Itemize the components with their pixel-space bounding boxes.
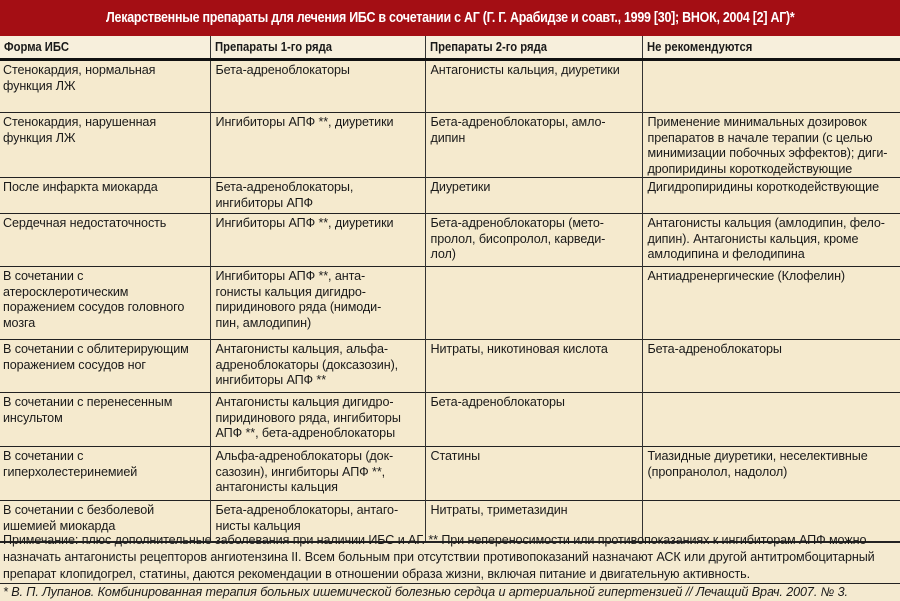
cell-ihd-form: После инфаркта миокарда <box>0 178 210 214</box>
header-not-recommended: Не рекомендуются <box>642 36 900 60</box>
cell-ihd-form: Сердечная недостаточность <box>0 214 210 267</box>
cell-second-line: Нитраты, никотиновая кислота <box>425 340 642 393</box>
table-row <box>0 447 900 501</box>
cell-second-line: Нитраты, триметазидин <box>425 501 642 542</box>
table-row <box>0 340 900 393</box>
cell-ihd-form: В сочетании с гиперхолестеринемией <box>0 447 210 501</box>
table-footnote: Примечание: плюс дополнительные заболевания при наличии ИБС и АГ. ** При непереносимости или противопоказаниях к ингибиторам АПФ можно назначать антагонисты рецепторов ангиотензина II. Всем больным при отсутствии противопоказаний назначают АСК или другой антитромбоцитарный препарат клопидогрел, статины, даются рекомендации в отношении образа жизни, включая питание и двигательную активность. <box>0 531 900 584</box>
cell-ihd-form: В сочетании с облитерирующим поражением сосудов ног <box>0 340 210 393</box>
table-row <box>0 113 900 178</box>
table-row <box>0 214 900 267</box>
cell-ihd-form: В сочетании с атеросклеротическим поражением сосудов головного мозга <box>0 267 210 340</box>
header-second-line-drugs: Препараты 2-го ряда <box>425 36 642 60</box>
table-row <box>0 60 900 113</box>
cell-first-line: Бета-адреноблокаторы, ингибиторы АПФ <box>210 178 425 214</box>
cell-ihd-form: Стенокардия, нарушенная функция ЛЖ <box>0 113 210 178</box>
cell-second-line: Диуретики <box>425 178 642 214</box>
cell-not-recommended: Антиадренергические (Клофелин) <box>642 267 900 340</box>
cell-second-line: Бета-адреноблокаторы <box>425 393 642 447</box>
cell-first-line: Антагонисты кальция, альфа- адреноблокаторы (доксазозин), ингибиторы АПФ ** <box>210 340 425 393</box>
cell-second-line <box>425 267 642 340</box>
cell-not-recommended: Бета-адреноблокаторы <box>642 340 900 393</box>
cell-second-line: Бета-адреноблокаторы (мето- пролол, бисопролол, карведи- лол) <box>425 214 642 267</box>
cell-not-recommended: Применение минимальных дозировок препаратов в начале терапии (с целью минимизации побочных эффектов); диги- дропиридины короткодействующие <box>642 113 900 178</box>
cell-first-line: Бета-адреноблокаторы <box>210 60 425 113</box>
table-header-row <box>0 36 900 60</box>
cell-second-line: Антагонисты кальция, диуретики <box>425 60 642 113</box>
drug-table <box>0 36 900 543</box>
cell-ihd-form: В сочетании с безболевой ишемией миокарда <box>0 501 210 542</box>
cell-not-recommended: Антагонисты кальция (амлодипин, фело- дипин). Антагонисты кальция, кроме амлодипина и фелодипина <box>642 214 900 267</box>
cell-first-line: Антагонисты кальция дигидро- пиридинового ряда, ингибиторы АПФ **, бета-адреноблокаторы <box>210 393 425 447</box>
cell-not-recommended <box>642 60 900 113</box>
header-ihd-form: Форма ИБС <box>0 36 210 60</box>
table-row <box>0 178 900 214</box>
cell-not-recommended: Тиазидные диуретики, неселективные (пропранолол, надолол) <box>642 447 900 501</box>
cell-first-line: Ингибиторы АПФ **, анта- гонисты кальция дигидро- пиридинового ряда (нимоди- пин, амлодипин) <box>210 267 425 340</box>
cell-not-recommended: Дигидропиридины короткодействующие <box>642 178 900 214</box>
cell-first-line: Бета-адреноблокаторы, антаго- нисты кальция <box>210 501 425 542</box>
cell-first-line: Альфа-адреноблокаторы (док- сазозин), ингибиторы АПФ **, антагонисты кальция <box>210 447 425 501</box>
cell-ihd-form: В сочетании с перенесенным инсультом <box>0 393 210 447</box>
cell-first-line: Ингибиторы АПФ **, диуретики <box>210 214 425 267</box>
table-title: Лекарственные препараты для лечения ИБС в сочетании с АГ (Г. Г. Арабидзе и соавт., 1999 [30]; ВНОК, 2004 [2] АГ)* <box>105 10 795 26</box>
cell-not-recommended <box>642 393 900 447</box>
table-title-bar <box>0 0 900 36</box>
cell-second-line: Статины <box>425 447 642 501</box>
header-first-line-drugs: Препараты 1-го ряда <box>210 36 425 60</box>
cell-second-line: Бета-адреноблокаторы, амло- дипин <box>425 113 642 178</box>
source-citation: * В. П. Лупанов. Комбинированная терапия больных ишемической болезнью сердца и артериальной гипертензией // Лечащий Врач. 2007. № 3. <box>3 585 848 599</box>
table-row <box>0 393 900 447</box>
table-row <box>0 267 900 340</box>
cell-ihd-form: Стенокардия, нормальная функция ЛЖ <box>0 60 210 113</box>
cell-first-line: Ингибиторы АПФ **, диуретики <box>210 113 425 178</box>
